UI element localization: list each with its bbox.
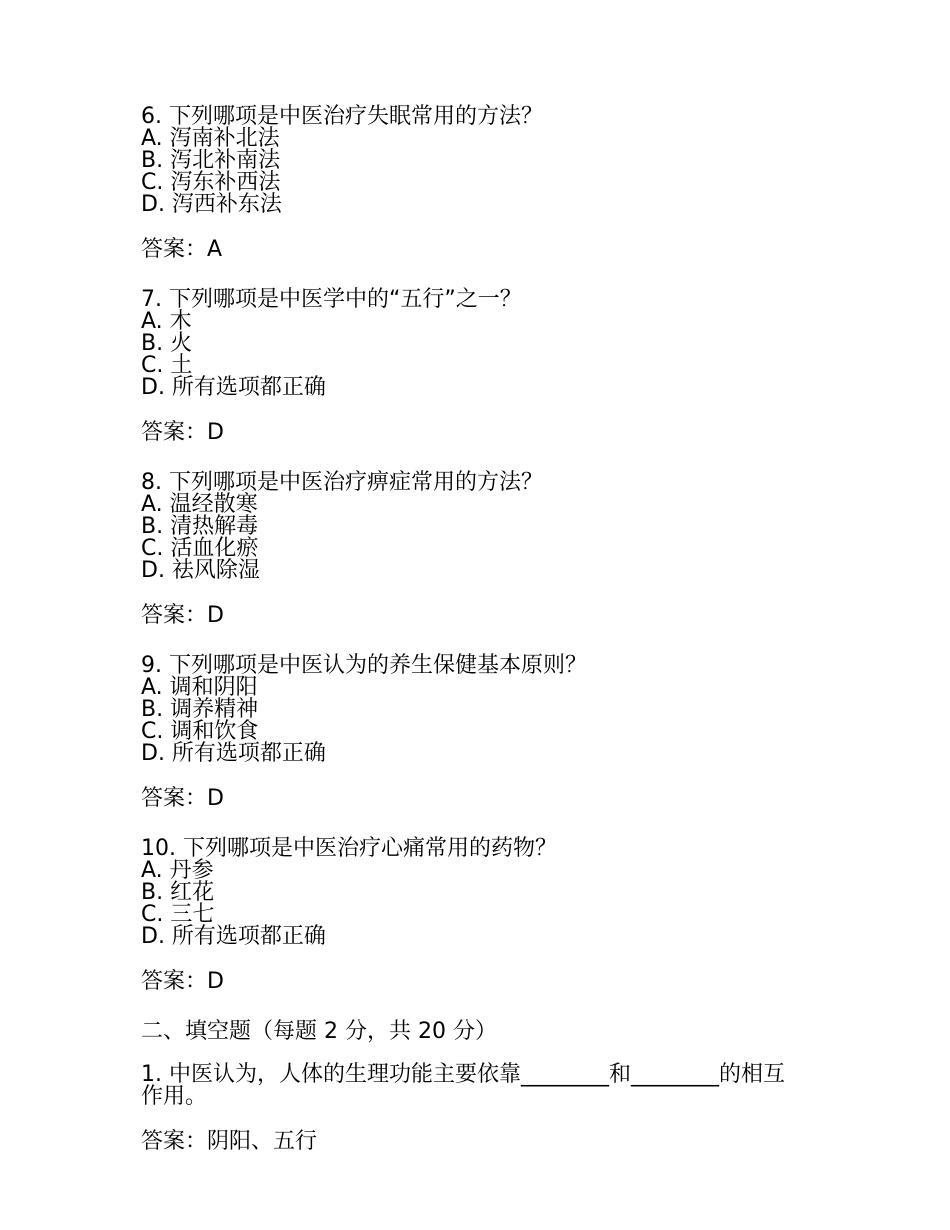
question-title: 9. 下列哪项是中医认为的养生保健基本原则？ — [141, 653, 587, 678]
fill-question-1 — [141, 1064, 821, 1153]
option-d: D. 泻西补东法 — [141, 192, 282, 217]
option-c: C. 泻东补西法 — [141, 170, 281, 195]
answer-text: 答案：D — [141, 786, 224, 811]
option-c: C. 土 — [141, 353, 193, 378]
option-a: A. 温经散寒 — [141, 492, 258, 517]
question-title: 7. 下列哪项是中医学中的“五行”之一？ — [141, 287, 522, 312]
option-b: B. 火 — [141, 331, 193, 356]
option-d: D. 所有选项都正确 — [141, 375, 326, 400]
option-a: A. 木 — [141, 309, 192, 334]
option-d: D. 所有选项都正确 — [141, 741, 326, 766]
answer-text: 答案：A — [141, 237, 223, 262]
option-c: C. 调和饮食 — [141, 719, 259, 744]
option-a: A. 泻南补北法 — [141, 126, 280, 151]
section-heading: 二、填空题（每题 2 分，共 20 分） — [141, 1019, 497, 1044]
option-b: B. 泻北补南法 — [141, 148, 281, 173]
answer-text: 答案：D — [141, 420, 224, 445]
question-title: 6. 下列哪项是中医治疗失眠常用的方法？ — [141, 104, 543, 129]
option-d: D. 祛风除湿 — [141, 558, 260, 583]
option-b: B. 调养精神 — [141, 697, 259, 722]
option-a: A. 调和阴阳 — [141, 675, 258, 700]
option-b: B. 红花 — [141, 880, 215, 905]
option-c: C. 三七 — [141, 902, 215, 927]
question-9 — [141, 655, 821, 810]
option-a: A. 丹参 — [141, 858, 214, 883]
question-6 — [141, 106, 821, 261]
answer-text: 答案：D — [141, 969, 224, 994]
question-7 — [141, 289, 821, 444]
answer-text: 答案：D — [141, 603, 224, 628]
question-10 — [141, 838, 821, 993]
option-c: C. 活血化瘀 — [141, 536, 259, 561]
question-title: 10. 下列哪项是中医治疗心痛常用的药物？ — [141, 836, 557, 861]
document-page — [141, 106, 821, 1175]
option-d: D. 所有选项都正确 — [141, 924, 326, 949]
answer-text: 答案：阴阳、五行 — [141, 1129, 318, 1154]
option-b: B. 清热解毒 — [141, 514, 259, 539]
fill-question-text: 1. 中医认为，人体的生理功能主要依靠________和________的相互作用。 — [141, 1062, 785, 1109]
question-8 — [141, 472, 821, 627]
question-title: 8. 下列哪项是中医治疗痹症常用的方法？ — [141, 470, 543, 495]
